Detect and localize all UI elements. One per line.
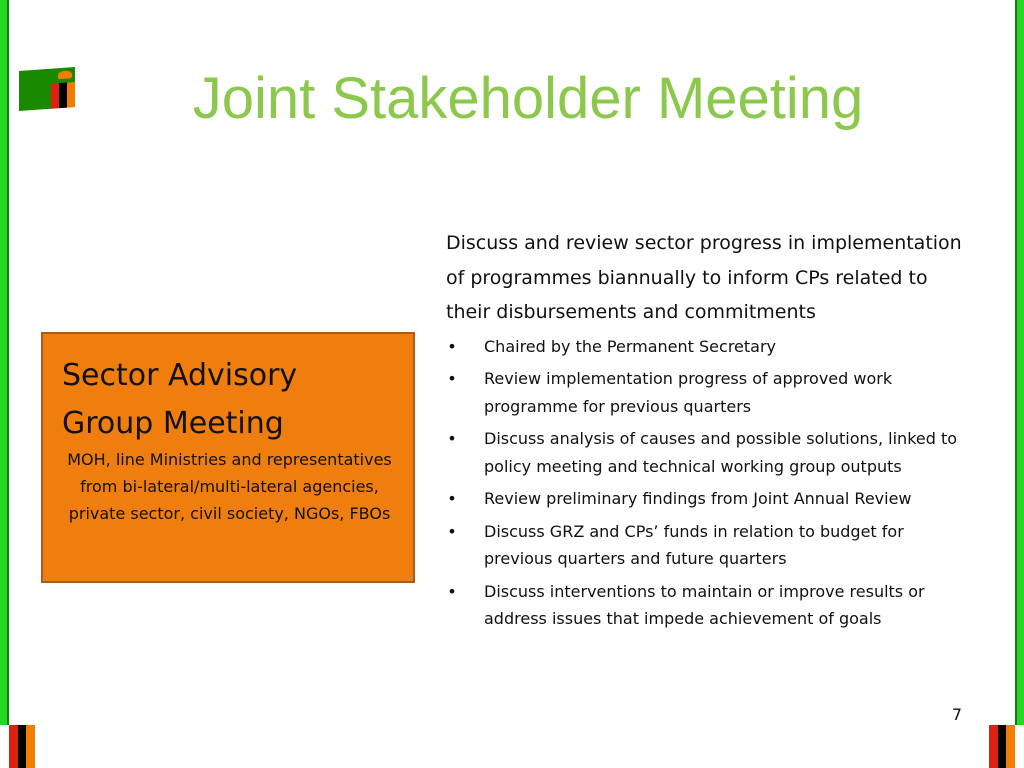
bullet-icon: • xyxy=(447,521,457,541)
bullet-text: Discuss GRZ and CPs’ funds in relation to budget for previous quarters and future quarters xyxy=(484,521,904,568)
bullet-icon: • xyxy=(447,429,457,448)
intro-text: Discuss and review sector progress in implementation of programmes biannually to inform CPs related to their disbursements and commitments xyxy=(446,232,962,323)
list-item xyxy=(446,578,976,633)
list-item xyxy=(446,365,976,420)
bottom-right-flag-stripes xyxy=(989,725,1015,768)
advisory-title-line2: Group Meeting xyxy=(62,406,284,441)
bullet-icon: • xyxy=(447,369,457,388)
bullet-list xyxy=(446,333,976,633)
bullet-text: Chaired by the Permanent Secretary xyxy=(484,336,777,356)
list-item xyxy=(446,333,976,361)
advisory-description: MOH, line Ministries and representatives from bi-lateral/multi-lateral agencies, private sector, civil society, NGOs, FBOs xyxy=(67,450,392,523)
stripe-orange xyxy=(26,725,35,768)
bullet-text: Discuss interventions to maintain or improve results or address issues that impede achievement of goals xyxy=(484,581,925,628)
stripe-red xyxy=(9,725,18,768)
meeting-details xyxy=(446,226,976,638)
bullet-text: Review preliminary findings from Joint Annual Review xyxy=(484,489,912,508)
bullet-text: Discuss analysis of causes and possible solutions, linked to policy meeting and technical working group outputs xyxy=(484,429,958,476)
advisory-title-line1: Sector Advisory xyxy=(62,358,298,393)
slide-title: Joint Stakeholder Meeting xyxy=(192,66,864,131)
page-number: 7 xyxy=(951,705,963,724)
bullet-icon: • xyxy=(447,336,457,356)
stripe-orange xyxy=(1006,725,1015,768)
sector-advisory-box xyxy=(41,332,415,583)
stripe-red xyxy=(989,725,998,768)
bottom-left-flag-stripes xyxy=(9,725,35,768)
list-item xyxy=(446,485,976,513)
stripe-black xyxy=(998,725,1007,768)
list-item xyxy=(446,425,976,480)
bullet-icon: • xyxy=(447,581,457,601)
stripe-black xyxy=(18,725,27,768)
list-item xyxy=(446,518,976,573)
bullet-icon: • xyxy=(447,489,457,508)
bullet-text: Review implementation progress of approved work programme for previous quarters xyxy=(484,369,893,416)
